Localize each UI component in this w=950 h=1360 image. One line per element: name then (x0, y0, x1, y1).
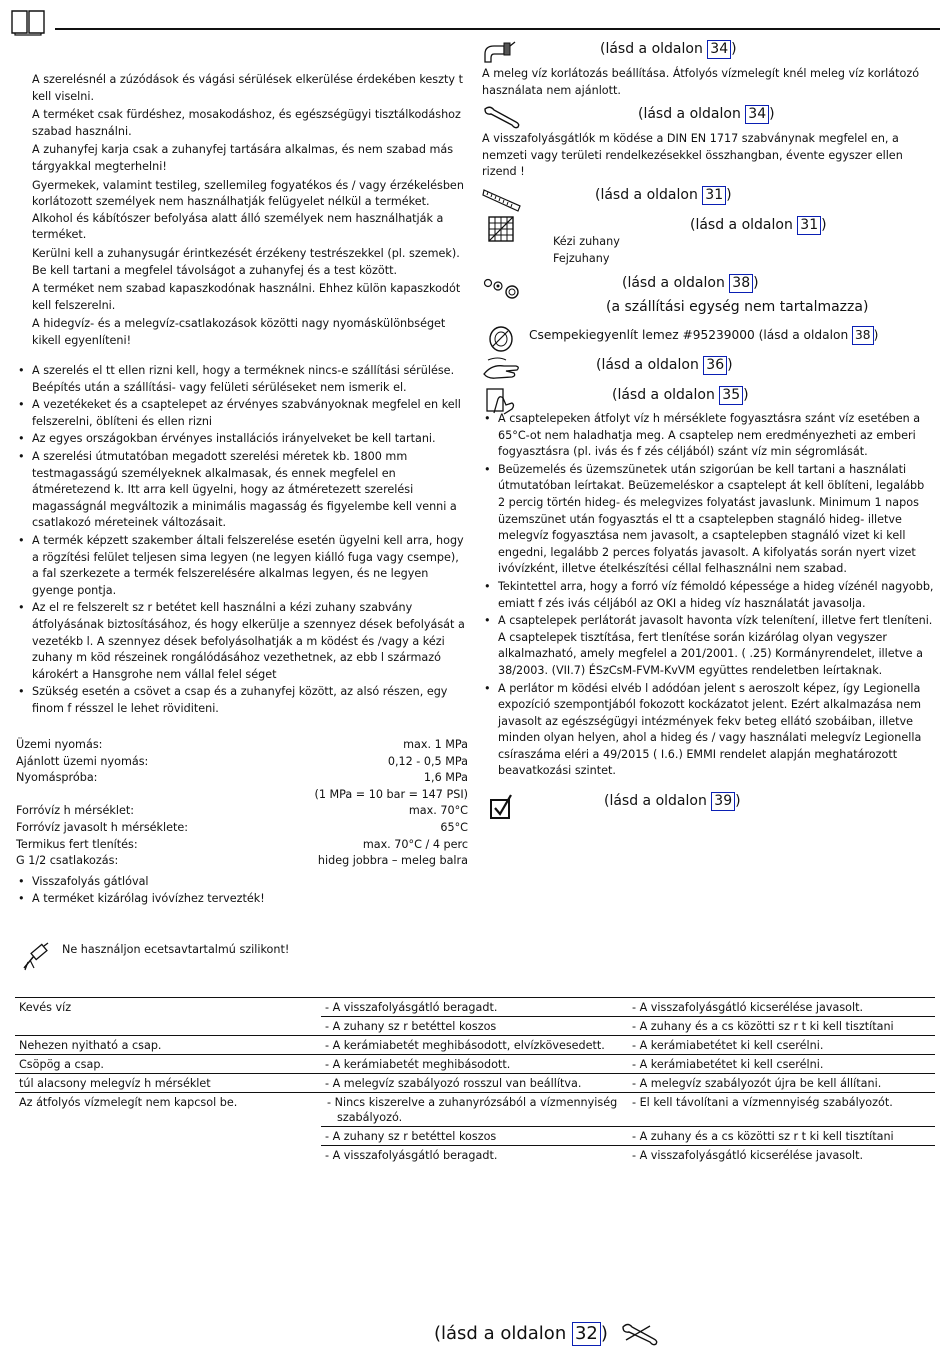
install-item: • Az egyes országokban érvényes installációs irányelveket be kell tartani. (32, 431, 468, 448)
ref-page (622, 274, 759, 293)
spec-value: max. 70°C (408, 804, 468, 818)
cause-cell: - A visszafolyásgátló beragadt. (321, 998, 628, 1017)
problem-cell (15, 1146, 321, 1165)
hand-cleaning-icon (482, 354, 522, 384)
wrench-icon (620, 1320, 660, 1348)
head-shower-label: Fejzuhany (553, 252, 610, 265)
silicone-gun-icon (20, 942, 50, 972)
care-item: • A csaptelepeken átfolyt víz h mérséklete fogyasztásra szánt víz esetében a 65°C-ot nem haladhatja meg. A csaptelep nem eredményezheti az emberi fogyasztásra (pl. ivás és f zés céljából) szánt víz min ségromlását. (498, 411, 934, 461)
page-number-link[interactable]: 34 (745, 105, 769, 124)
hot-water-limiter-icon (482, 40, 516, 66)
remedy-cell: - A zuhany és a cs közötti sz r t ki kell tisztítani (628, 1127, 935, 1146)
cause-cell: - Nincs kiszerelve a zuhanyrózsából a vízmennyiség szabályozó. (321, 1093, 628, 1127)
ref-text: (lásd a oldalon (612, 387, 720, 403)
ref-text: (lásd a oldalon (690, 217, 798, 233)
spec-row (16, 754, 468, 771)
header-rule (55, 28, 940, 30)
page-number-link[interactable]: 39 (711, 792, 735, 811)
ref-text: ) (731, 41, 737, 57)
safety-text: Gyermekek, valamint testileg, szellemileg fogyatékos és / vagy érzékelésben korlátozott személyek nem használhatják felügyelet nélkül a terméket. Alkohol és kábítószer befolyása alatt álló személyek nem használhatják a terméket. (32, 178, 464, 242)
ref-page (596, 356, 733, 375)
install-section (16, 363, 468, 718)
spec-row (16, 820, 468, 837)
problem-cell (15, 1017, 321, 1036)
spec-label: Forróvíz h mérséklet: (16, 804, 135, 818)
backflow-text: A visszafolyásgátlók m ködése a DIN EN 1717 szabványnak megfelel en, a nemzeti vagy területi rendelkezésekkel összhangban, évente egyszer ellen rizend ! (482, 132, 903, 179)
remedy-cell: - A melegvíz szabályozót újra be kell állítani. (628, 1074, 935, 1093)
checkbox-icon (489, 794, 513, 820)
footer-ref (434, 1322, 608, 1346)
cause-cell: - A melegvíz szabályozó rosszul van beállítva. (321, 1074, 628, 1093)
problem-cell: Kevés víz (15, 998, 321, 1017)
spec-row (16, 853, 468, 870)
ref-text: (lásd a oldalon (600, 41, 708, 57)
spec-row (16, 787, 468, 804)
spec-row (16, 770, 468, 787)
ref-page (612, 386, 749, 405)
ref-page (600, 40, 737, 59)
not-included-note: (a szállítási egység nem tartalmazza) (606, 299, 869, 315)
page-number-link[interactable]: 35 (719, 386, 743, 405)
ref-text: ) (726, 187, 732, 203)
care-section (482, 411, 934, 781)
table-row (15, 1146, 935, 1165)
page-number-link[interactable]: 34 (707, 40, 731, 59)
notes-list (16, 874, 468, 908)
ref-text: ) (727, 357, 733, 373)
spec-row (16, 737, 468, 754)
page-number-link[interactable]: 38 (729, 274, 753, 293)
ref-text: ) (743, 387, 749, 403)
spec-value: 65°C (440, 820, 468, 834)
cause-cell: - A zuhany sz r betéttel koszos (321, 1127, 628, 1146)
fittings-icon (482, 276, 522, 302)
spec-row (16, 803, 468, 820)
ref-text: ) (735, 793, 741, 809)
safety-text: A szerelésnél a zúzódások és vágási sérülések elkerülése érdekében keszty t kell viselni. (32, 73, 463, 103)
tile-plate-icon (488, 325, 514, 353)
page-number-link[interactable]: 31 (797, 216, 821, 235)
remedy-cell: - A zuhany és a cs közötti sz r t ki kell tisztítani (628, 1017, 935, 1036)
safety-text: Kerülni kell a zuhanysugár érintkezését érzékeny testrészekkel (pl. szemek). Be kell tartani a megfelel távolságot a zuhanyfej és a test között. (32, 246, 460, 277)
ref-text: (lásd a oldalon (595, 187, 703, 203)
problem-cell (15, 1127, 321, 1146)
install-item: • A termék képzett szakember általi felszerelése esetén ügyelni kell arra, hogy a rögzítési felület teljesen sima legyen (ne legyen kiálló fuga vagy csempe), a fal szerkezete a termék felszerelésére alkalmas legyen, és ne legyen gyenge pontja. (32, 533, 468, 599)
ref-text: ) (600, 1323, 608, 1344)
care-item: • Tekintettel arra, hogy a forró víz fémoldó képessége a hideg vízénél nagyobb, emiatt f zés ivás céljából az OKI a hideg víz használatát javasolja. (498, 579, 934, 612)
ruler-icon (482, 186, 522, 214)
care-item: • A csaptelepek perlátorát javasolt havonta vízk telenítení, illetve fert tleníteni. A csaptelepek tisztítása, fert tlenítése során kizárólag olyan vegyszer alkalmazható, amely megfelel a 201/2001. ( .25) Kormányrendelet, illetve a 38/2003. (VII.7) ÉSzCsM-FVM-KvVM együttes rendeletben leírtaknak. (498, 613, 934, 679)
wrench-icon (482, 104, 522, 130)
install-item: • A szerelés el tt ellen rizni kell, hogy a terméknek nincs-e szállítási sérülése. Beépítés után a szállítási- vagy felületi sérüléseket nem ismerik el. (32, 363, 468, 396)
ref-text: (lásd a oldalon (638, 106, 746, 122)
spec-label: Nyomáspróba: (16, 771, 98, 785)
install-item: • A vezetékeket és a csaptelepet az érvényes szabványoknak megfelel en kell felszerelni, öblíteni és ellen rizni (32, 397, 468, 430)
spec-label: Ajánlott üzemi nyomás: (16, 754, 149, 768)
remedy-cell: - A visszafolyásgátló kicserélése javasolt. (628, 998, 935, 1017)
ref-text: Csempekiegyenlít lemez #95239000 (lásd a oldalon (529, 328, 853, 342)
table-row (15, 1074, 935, 1093)
grid-icon (488, 216, 514, 242)
ref-text: (lásd a oldalon (622, 275, 730, 291)
page-number-link[interactable]: 31 (702, 186, 726, 205)
ref-text: ) (821, 217, 827, 233)
remedy-cell: - A visszafolyásgátló kicserélése javasolt. (632, 1149, 864, 1162)
remedy-cell: - El kell távolítani a vízmennyiség szabályozót. (628, 1093, 935, 1127)
spec-label: Forróvíz javasolt h mérséklete: (16, 820, 189, 834)
care-item: • Beüzemelés és üzemszünetek után szigorúan be kell tartani a használati útmutatóban leírtakat. Beüzemeléskor a csaptelept át kell öblíteni, legalább 2 percig történ hideg- és melegvizes folyatást javaslunk. Minimum 1 napos üzemszünet után fogyasztás el tt a csaptelepben stagnáló hideg- illetve melegvíz fogyasztása nem javasolt, a csaptelepben stagnáló vizet ki kell engedni, legalább 2 perces folyatás javasolt. A kifolyatás során nyert vizet ivóvízként, illetve ételkészítési céllal felhasználni nem szabad. (498, 462, 934, 578)
ref-page (690, 216, 827, 235)
ref-page (595, 186, 732, 205)
table-row (15, 1036, 935, 1055)
cause-cell: - A kerámiabetét meghibásodott. (321, 1055, 628, 1074)
safety-section (32, 72, 470, 352)
spec-label: Üzemi nyomás: (16, 738, 103, 751)
problem-cell: Csöpög a csap. (15, 1055, 321, 1074)
cause-cell: - A kerámiabetét meghibásodott, elvízkövesedett. (321, 1036, 628, 1055)
spec-row (16, 837, 468, 854)
ref-text: ) (873, 328, 879, 342)
note-item: • A terméket kizárólag ivóvízhez tervezték! (32, 891, 468, 908)
safety-text: A zuhanyfej karja csak a zuhanyfej tartására alkalmas, és nem szabad más tárgyakkal megterhelni! (32, 143, 454, 173)
note-item: • Visszafolyás gátlóval (32, 874, 468, 891)
book-icon (10, 8, 46, 36)
spec-value: max. 1 MPa (403, 738, 468, 751)
safety-text: A terméket nem szabad kapaszkodónak használni. Ehhez külön kapaszkodót kell felszerelni. (32, 282, 461, 312)
spec-value: 1,6 MPa (423, 771, 468, 785)
problem-cell: Nehezen nyitható a csap. (15, 1036, 321, 1055)
safety-text: A terméket csak fürdéshez, mosakodáshoz, és egészségügyi tisztálkodáshoz szabad használni. (32, 108, 461, 138)
ref-text: (lásd a oldalon (596, 357, 704, 373)
safety-text: A hidegvíz- és a melegvíz-csatlakozások közötti nagy nyomáskülönbséget kikell egyenlíteni! (32, 317, 446, 347)
remedy-cell: - A kerámiabetétet ki kell cserélni. (628, 1055, 935, 1074)
page-number-link[interactable]: 38 (852, 326, 874, 345)
cause-cell: - A visszafolyásgátló beragadt. (325, 1149, 498, 1162)
ref-text: ) (769, 106, 775, 122)
ref-page (604, 792, 741, 811)
install-item: • Az el re felszerelt sz r betétet kell használni a kézi zuhany szabvány átfolyásának biztosításához, és hogy elkerülje a szennyez dések befolyását a vezetékb l. A szennyez dések befolyásolhatják a m ködést és /vagy a kézi zuhany m köd részeinek rongálódásához vezethetnek, az ebb l származó károkért a Hansgrohe nem vállal felel séget (32, 600, 468, 683)
table-row (15, 1093, 935, 1127)
install-item: • Szükség esetén a csövet a csap és a zuhanyfej között, az alsó részen, egy finom f résszel le lehet röviditeni. (32, 684, 468, 717)
hand-shower-label: Kézi zuhany (553, 235, 620, 248)
problem-cell: túl alacsony melegvíz h mérséklet (15, 1074, 321, 1093)
spec-value: max. 70°C / 4 perc (362, 837, 468, 851)
table-row (15, 1017, 935, 1036)
page-number-link[interactable]: 36 (703, 356, 727, 375)
table-row (15, 1055, 935, 1074)
spec-value: (1 MPa = 10 bar = 147 PSI) (314, 787, 468, 801)
ref-text: (lásd a oldalon (434, 1323, 572, 1344)
remedy-cell: - A kerámiabetétet ki kell cserélni. (628, 1036, 935, 1055)
page-number-link[interactable]: 32 (572, 1322, 601, 1346)
ref-text: ) (753, 275, 759, 291)
cause-cell: - A zuhany sz r betéttel koszos (321, 1017, 628, 1036)
install-item: • A szerelési útmutatóban megadott szerelési méretek kb. 1800 mm testmagasságú személyeknek alkalmasak, és ennek megfelel en átméretezend k. Itt arra kell ügyelni, hogy az átméretezett szerelési magasságnál megváltozik a minimális magasság és figyelembe kell venni a csatlakozó méreteinek változásait. (32, 449, 468, 532)
table-row (15, 1127, 935, 1146)
ref-page (638, 105, 775, 124)
spec-label: Termikus fert tlenítés: (16, 837, 138, 851)
spec-value: hideg jobbra – meleg balra (317, 854, 468, 868)
spec-label: G 1/2 csatlakozás: (16, 854, 119, 868)
limiter-text: A meleg víz korlátozás beállítása. Átfolyós vízmelegít knél meleg víz korlátozó használata nem ajánlott. (482, 67, 920, 97)
silicone-warning: Ne használjon ecetsavtartalmú szilikont! (62, 943, 290, 956)
spec-value: 0,12 - 0,5 MPa (387, 754, 468, 768)
troubleshooting-table (15, 997, 935, 1164)
specs-table (16, 737, 468, 909)
table-row (15, 998, 935, 1017)
problem-cell: Az átfolyós vízmelegít nem kapcsol be. (15, 1093, 321, 1127)
care-item: • A perlátor m ködési elvéb l adódóan jelent s aeroszolt képez, így Legionella expozíció szempontjából fokozott kockázatot jelent. Ezért alkalmazása nem javasolt az egészségügyi intézmények fekv beteg ellátó szobáiban, illetve minden olyan helyen, ahol a hideg és / vagy használati melegvíz Legionella csíraszáma eléri a 49/2015 ( I.6.) EMMI rendelet alapján meghatározott beavatkozási szintet. (498, 681, 934, 781)
ref-text: (lásd a oldalon (604, 793, 712, 809)
tile-plate-ref (529, 326, 878, 345)
